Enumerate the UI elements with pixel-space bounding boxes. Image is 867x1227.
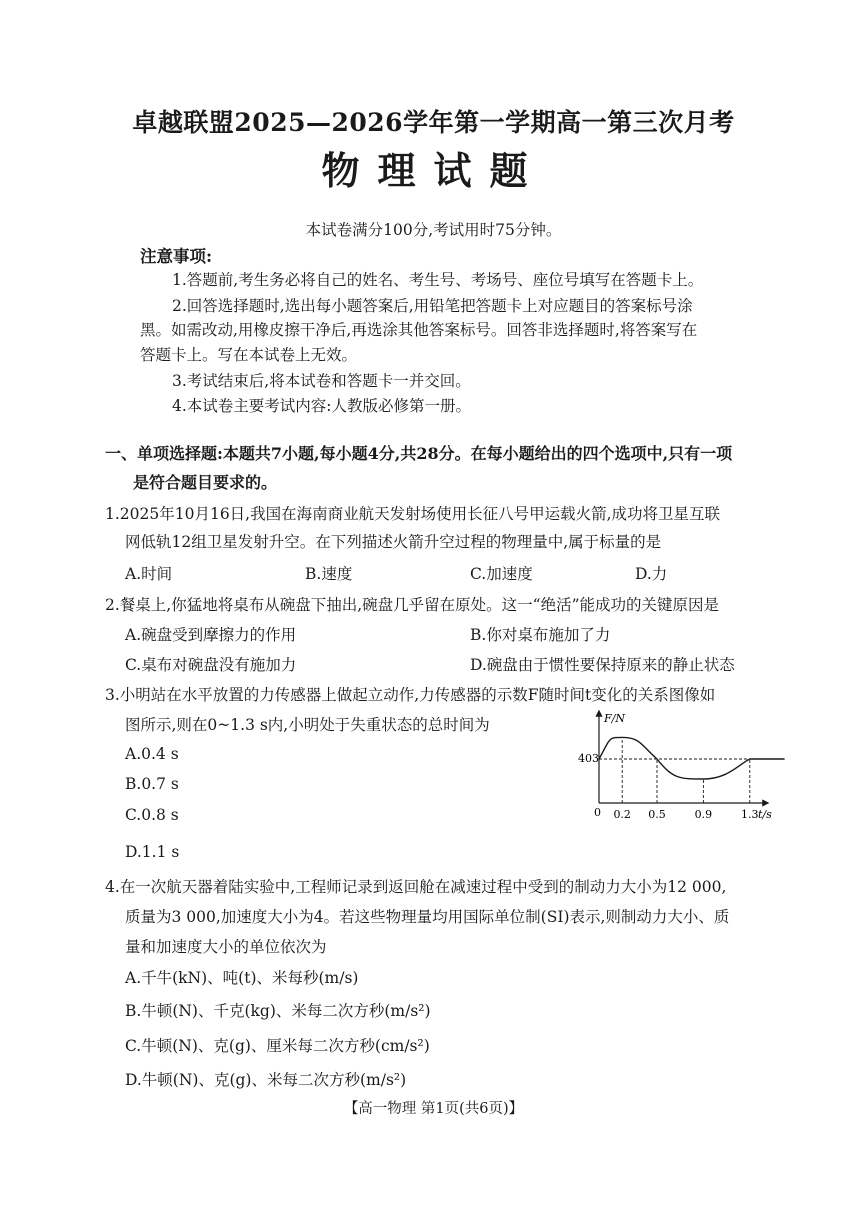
q3-stem-line-2: 图所示,则在0~1.3 s内,小明处于失重状态的总时间为	[125, 716, 490, 734]
notes-heading: 注意事项:	[140, 247, 213, 266]
x-tick-label: 0.9	[694, 808, 713, 821]
q4-option-b: B.牛顿(N)、千克(kg)、米每二次方秒(m/s²)	[125, 1002, 431, 1020]
subject-title: 物理试题	[321, 148, 546, 193]
q2-option-b: B.你对桌布施加了力	[470, 626, 611, 644]
guide-lines	[599, 737, 750, 803]
q4-stem-line-1: 4.在一次航天器着陆实验中,工程师记录到返回舱在减速过程中受到的制动力大小为12 000,	[105, 878, 727, 896]
origin-label: 0	[594, 806, 601, 819]
exam-info: 本试卷满分100分,考试用时75分钟。	[305, 221, 562, 239]
note-item-2-line-2: 黑。如需改动,用橡皮擦干净后,再选涂其他答案标号。回答非选择题时,将答案写在	[140, 321, 698, 339]
q2-option-d: D.碗盘由于惯性要保持原来的静止状态	[470, 656, 735, 674]
q4-stem-line-2: 质量为3 000,加速度大小为4。若这些物理量均用国际单位制(SI)表示,则制动力大小、质	[125, 908, 730, 926]
q3-option-c: C.0.8 s	[125, 806, 179, 824]
q1-option-a: A.时间	[125, 565, 173, 583]
q4-stem-line-3: 量和加速度大小的单位依次为	[125, 938, 327, 956]
section-heading-line-2: 是符合题目要求的。	[133, 473, 278, 492]
x-tick-label: 1.3	[741, 808, 759, 821]
q1-stem-line-1: 1.2025年10月16日,我国在海南商业航天发射场使用长征八号甲运载火箭,成功将卫星互联	[105, 505, 721, 523]
q3-stem-line-1: 3.小明站在水平放置的力传感器上做起立动作,力传感器的示数F随时间t变化的关系图像如	[105, 686, 716, 704]
force-curve	[599, 737, 785, 779]
q3-option-b: B.0.7 s	[125, 775, 179, 793]
q2-option-a: A.碗盘受到摩擦力的作用	[125, 626, 297, 644]
q1-option-d: D.力	[635, 565, 668, 583]
q3-option-d: D.1.1 s	[125, 843, 180, 861]
page-footer: 【高一物理 第1页(共6页)】	[343, 1101, 524, 1117]
q4-option-c: C.牛顿(N)、克(g)、厘米每二次方秒(cm/s²)	[125, 1037, 430, 1055]
reference-value-label: 403	[578, 752, 599, 765]
q4-option-d: D.牛顿(N)、克(g)、米每二次方秒(m/s²)	[125, 1071, 407, 1089]
q2-stem: 2.餐桌上,你猛地将桌布从碗盘下抽出,碗盘几乎留在原处。这一“绝活”能成功的关键原因是	[105, 596, 719, 614]
note-item-4: 4.本试卷主要考试内容:人教版必修第一册。	[172, 397, 472, 415]
q4-option-a: A.千牛(kN)、吨(t)、米每秒(m/s)	[125, 969, 359, 987]
x-tick-label: 0.2	[613, 808, 631, 821]
q1-stem-line-2: 网低轨12组卫星发射升空。在下列描述火箭升空过程的物理量中,属于标量的是	[125, 533, 662, 551]
section-heading-line-1: 一、单项选择题:本题共7小题,每小题4分,共28分。在每小题给出的四个选项中,只有一项	[105, 444, 733, 463]
note-item-2-line-3: 答题卡上。写在本试卷上无效。	[140, 346, 358, 364]
q3-option-a: A.0.4 s	[125, 745, 179, 763]
q1-option-c: C.加速度	[470, 565, 533, 583]
x-axis-label: t/s	[758, 808, 772, 821]
x-tick-labels	[613, 808, 758, 821]
note-item-3: 3.考试结束后,将本试卷和答题卡一并交回。	[172, 372, 471, 390]
note-item-2-line-1: 2.回答选择题时,选出每小题答案后,用铅笔把答题卡上对应题目的答案标号涂	[172, 297, 693, 315]
force-time-chart	[575, 702, 785, 827]
note-item-1: 1.答题前,考生务必将自己的姓名、考生号、考场号、座位号填写在答题卡上。	[172, 271, 704, 289]
exam-title: 卓越联盟2025—2026学年第一学期高一第三次月考	[132, 108, 735, 137]
y-axis-label: F/N	[604, 712, 625, 725]
x-tick-label: 0.5	[648, 808, 666, 821]
q2-option-c: C.桌布对碗盘没有施加力	[125, 656, 297, 674]
q1-option-b: B.速度	[305, 565, 353, 583]
